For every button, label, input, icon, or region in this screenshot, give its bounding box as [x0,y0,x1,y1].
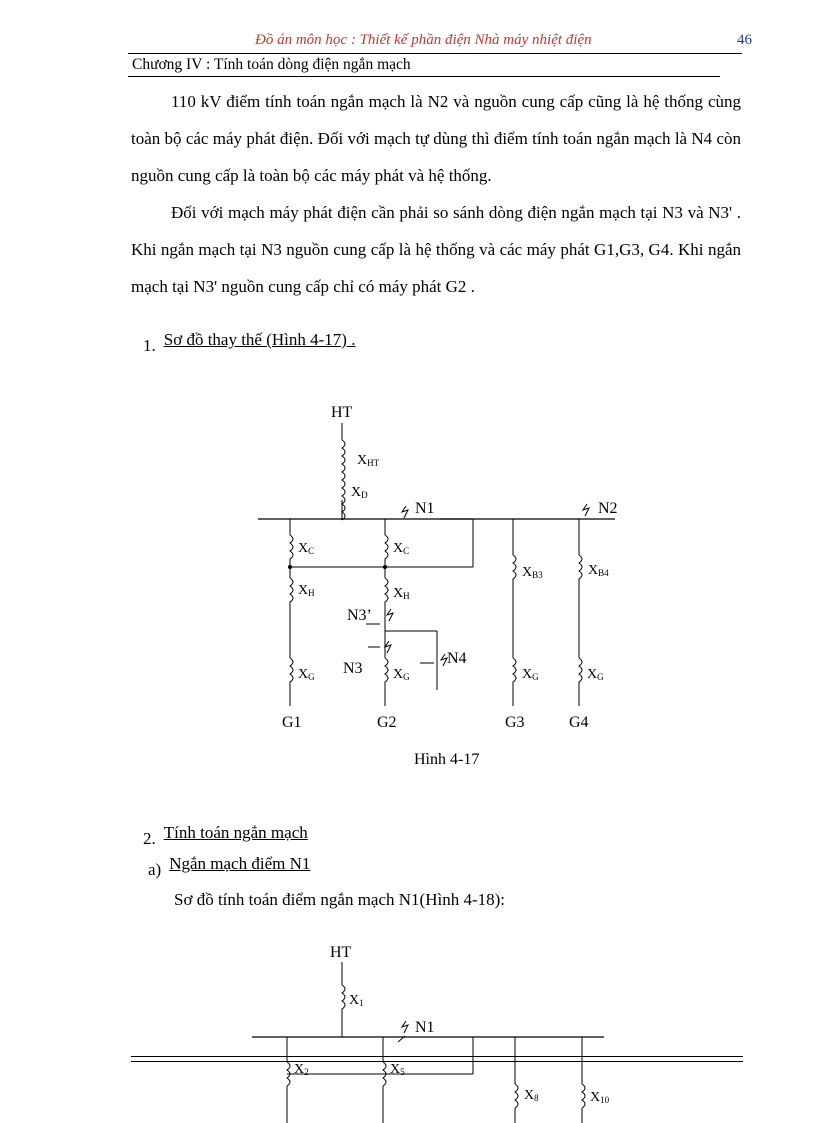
label-xb4: XB4 [588,563,609,578]
label-n3: N3 [343,660,363,677]
section-title: Sơ đồ thay thế (Hình 4-17) . [163,330,356,349]
page-number: 46 [737,32,752,48]
label-xg-4: XG [587,667,604,682]
section-number: 2. [143,829,156,848]
section-number: 1. [143,336,156,355]
section-2a-text: Sơ đồ tính toán điểm ngắn mạch N1(Hình 4-18): [174,890,505,909]
fig2-label-x1: X1 [349,993,364,1008]
document-title: Đồ án môn học : Thiết kế phần điện Nhà máy nhiệt điện [255,32,592,48]
label-xg-2: XG [393,667,410,682]
label-g1: G1 [282,714,302,731]
label-g2: G2 [377,714,397,731]
label-n3p: N3’ [347,607,372,624]
label-xg-1: XG [298,667,315,682]
figure-4-17-caption: Hình 4-17 [414,751,480,768]
fig2-label-ht: HT [330,944,352,961]
label-g4: G4 [569,714,589,731]
section-title: Ngắn mạch điểm N1 [169,854,311,873]
fig2-label-x5: X5 [390,1062,405,1077]
label-g3: G3 [505,714,525,731]
label-xh-2: XH [393,586,410,601]
label-n1: N1 [415,500,435,517]
label-xh-1: XH [298,583,315,598]
fig2-label-x10: X10 [590,1090,610,1105]
fig2-label-n1: N1 [415,1019,435,1036]
section-title: Tính toán ngắn mạch [163,823,308,842]
fig2-label-x8: X8 [524,1088,539,1103]
label-xb3: XB3 [522,565,543,580]
footer-divider [131,1056,743,1057]
label-xd: XD [351,485,368,500]
chapter-title: Chương IV : Tính toán dòng điện ngắn mạch [132,56,411,73]
label-xc-2: XC [393,541,410,556]
label-xg-3: XG [522,667,539,682]
fig2-label-x2: X2 [294,1062,309,1077]
footer-divider [131,1061,743,1062]
label-xht: XHT [357,453,380,468]
label-n2: N2 [598,500,618,517]
label-ht: HT [331,404,353,421]
label-xc-1: XC [298,541,315,556]
paragraph: Đối với mạch máy phát điện cần phải so sánh dòng điện ngắn mạch tại N3 và N3' . Khi ngắn mạch tại N3 nguồn cung cấp là hệ thống và các máy phát G1,G3, G4. Khi ngắn mạch tại N3' nguồn cung cấp chỉ có máy phát G2 . [131,203,741,296]
paragraph: 110 kV điểm tính toán ngắn mạch là N2 và nguồn cung cấp cũng là hệ thống cùng toàn bộ các máy phát điện. Đối với mạch tự dùng thì điểm tính toán ngắn mạch là N4 còn nguồn cung cấp là toàn bộ các máy phát và hệ thống. [131,92,741,185]
section-number: a) [148,860,162,879]
label-n4: N4 [447,650,467,667]
